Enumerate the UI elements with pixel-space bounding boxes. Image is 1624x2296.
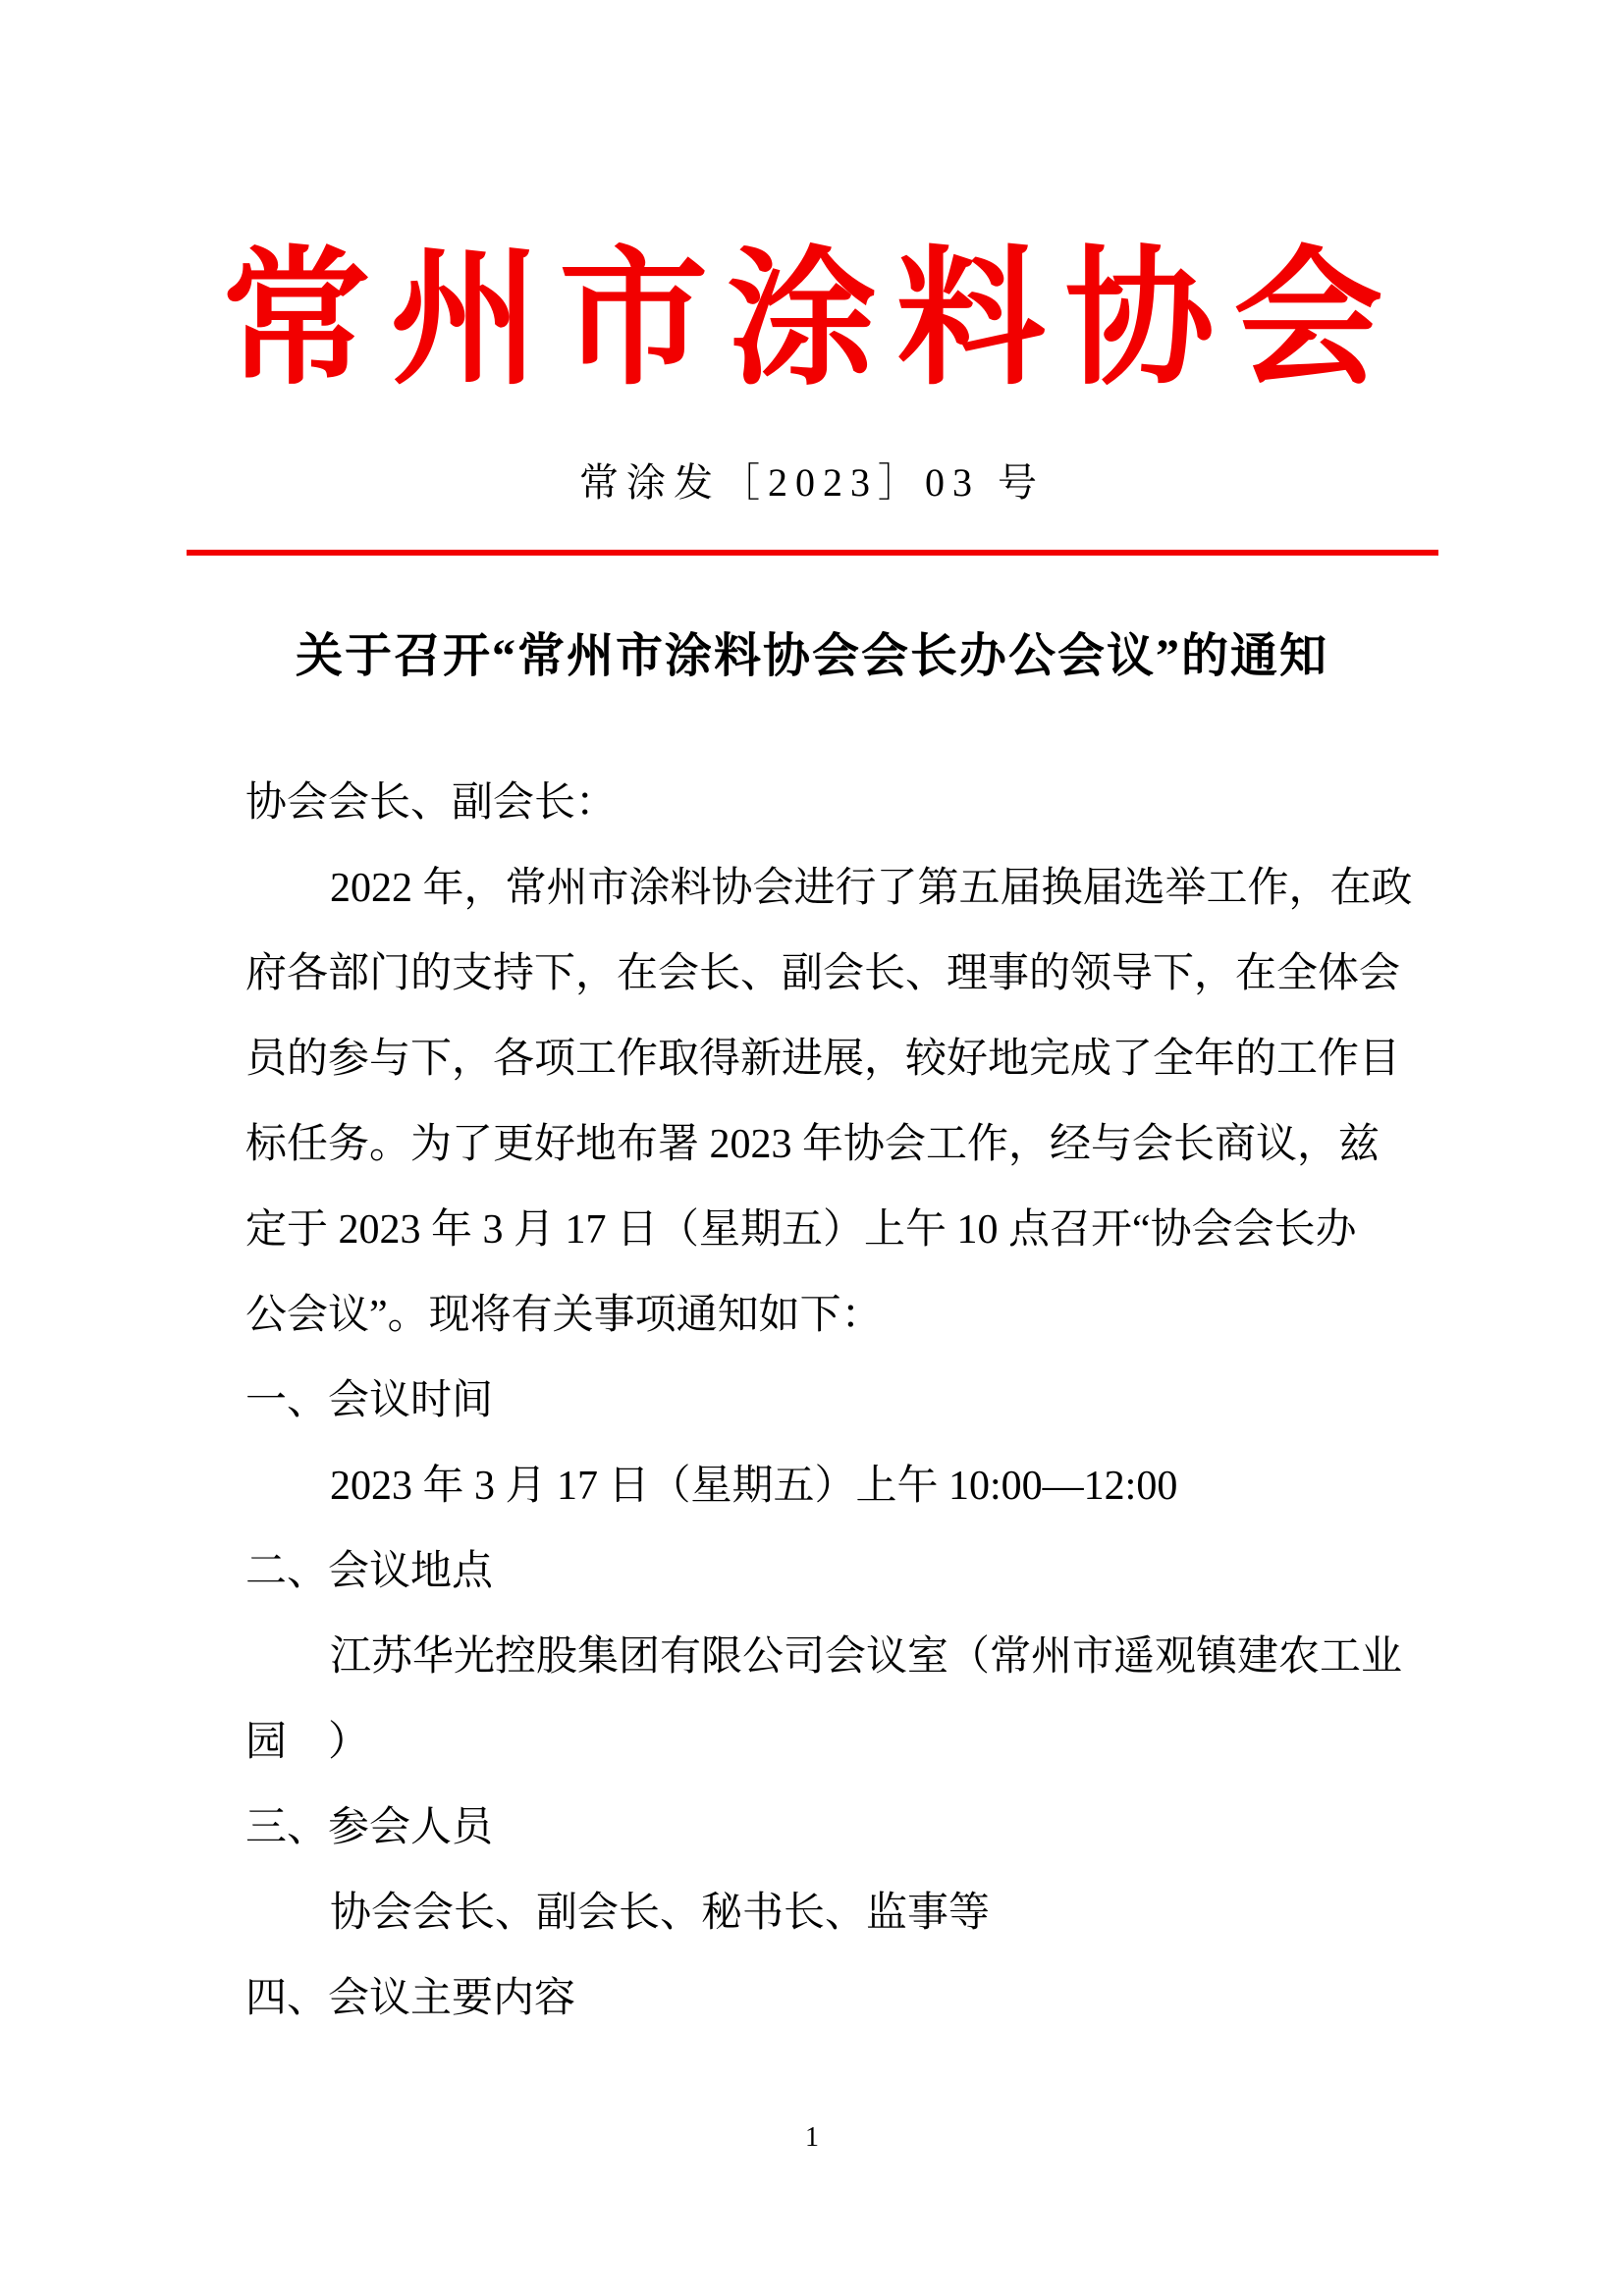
notice-line: 公会议”。现将有关事项通知如下： bbox=[245, 1293, 883, 1338]
salutation-line: 协会会长、副会长： bbox=[245, 780, 618, 826]
section-heading-line: 三、参会人员 bbox=[245, 1805, 494, 1850]
notice-title: 关于召开“常州市涂料协会会长办公会议”的通知 bbox=[295, 630, 1328, 682]
notice-line: 江苏华光控股集团有限公司会议室（常州市遥观镇建农工业 bbox=[330, 1634, 1403, 1680]
notice-line: 府各部门的支持下，在会长、副会长、理事的领导下，在全体会 bbox=[245, 951, 1401, 996]
page-number: 1 bbox=[805, 2122, 819, 2153]
doc-number: 常涂发［2023］03 号 bbox=[579, 460, 1045, 505]
red-divider bbox=[187, 550, 1438, 556]
notice-line: 员的参与下，各项工作取得新进展，较好地完成了全年的工作目 bbox=[245, 1037, 1401, 1082]
notice-line: 协会会长、副会长、秘书长、监事等 bbox=[330, 1891, 991, 1936]
section-heading-line: 一、会议时间 bbox=[245, 1378, 494, 1423]
section-heading-line: 四、会议主要内容 bbox=[245, 1976, 576, 2021]
notice-line: 2023 年 3 月 17 日（星期五）上午 10:00—12:00 bbox=[330, 1464, 1178, 1509]
notice-body bbox=[245, 761, 1413, 2042]
notice-line: 标任务。为了更好地布署 2023 年协会工作，经与会长商议，兹 bbox=[245, 1122, 1380, 1167]
section-heading-line: 二、会议地点 bbox=[245, 1549, 494, 1594]
notice-line: 园 ） bbox=[245, 1720, 370, 1765]
notice-line: 2022 年，常州市涂料协会进行了第五届换届选举工作，在政 bbox=[330, 866, 1413, 911]
notice-line: 定于 2023 年 3 月 17 日（星期五）上午 10 点召开“协会会长办 bbox=[245, 1207, 1357, 1253]
letterhead-org-name: 常州市涂料协会 bbox=[221, 238, 1403, 402]
